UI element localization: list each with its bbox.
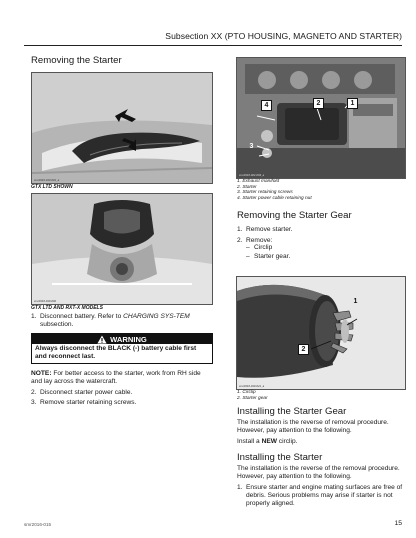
list-item: – Starter gear.	[246, 253, 291, 261]
starter-gear-illustration	[237, 277, 405, 389]
install-circlip	[237, 438, 405, 446]
step-text-end: subsection.	[40, 321, 74, 329]
warning-title: WARNING	[110, 334, 147, 344]
footer-code: smr2016-015	[24, 522, 52, 527]
step-number: 1.	[237, 226, 243, 233]
legend-item: 3. Starter retaining screws	[237, 190, 293, 196]
list-item	[31, 313, 211, 329]
watercraft-seat-illustration	[32, 73, 212, 183]
figure-code: smr2016-010-002	[34, 299, 57, 303]
bullet-text: Starter gear.	[254, 253, 291, 261]
list-item	[31, 389, 211, 397]
legend-item: 4. Starter power cable retaining nut	[237, 195, 312, 201]
heading-installing-starter-gear: Installing the Starter Gear	[237, 406, 347, 417]
heading-removing-starter-gear: Removing the Starter Gear	[237, 210, 352, 221]
note-label: NOTE:	[31, 370, 52, 377]
figure-starter-location	[236, 57, 406, 179]
subsection-header: Subsection XX (PTO HOUSING, MAGNETO AND STARTER)	[165, 31, 402, 41]
step-text: Remove starter retaining screws.	[40, 399, 137, 407]
callout-2: 2	[298, 344, 309, 355]
step-number: 3.	[31, 399, 37, 407]
caption-fig1: GTX LTD SHOWN	[31, 184, 73, 190]
gear-removal-steps	[237, 226, 407, 245]
step-text: Disconnect starter power cable.	[40, 389, 133, 396]
caption-fig2: GTX LTD AND RXT-X MODELS	[31, 305, 103, 311]
step-text: Remove:	[246, 237, 273, 245]
starter-install-steps	[237, 484, 405, 509]
figure-gtx-ltd	[31, 72, 213, 184]
note-text: For better access to the starter, work from RH side and lay across the watercraft.	[31, 370, 201, 386]
engine-photo	[237, 58, 405, 178]
figure-code: smr2016-022-003_a	[239, 173, 265, 177]
figure-code: smr2016-010-001_a	[34, 178, 60, 182]
bullet-text: Circlip	[254, 244, 273, 251]
legend-fig4	[237, 390, 268, 401]
legend-item: 1. Exhaust manifold	[237, 179, 280, 184]
step-number: 2.	[237, 237, 243, 245]
removal-steps	[31, 313, 211, 329]
warning-header	[32, 334, 212, 344]
heading-installing-starter: Installing the Starter	[237, 452, 323, 463]
gear-removal-bullets	[246, 244, 396, 261]
install-text-end: circlip.	[276, 438, 298, 445]
figure-starter-gear	[236, 276, 406, 390]
step-number: 1.	[31, 313, 37, 320]
step-text: Disconnect battery. Refer to	[40, 313, 124, 320]
list-item	[237, 226, 407, 234]
warning-triangle-icon	[97, 335, 107, 344]
step-text: Ensure starter and engine mating surfaces are free of debris. Serious problems may arise if starter is not properly aligned.	[246, 484, 403, 508]
watercraft-rear-illustration	[32, 194, 212, 304]
page-number: 15	[394, 520, 402, 527]
install-new: NEW	[261, 438, 277, 445]
legend-item: 1. Circlip	[237, 390, 256, 395]
list-item	[237, 484, 405, 509]
warning-box	[31, 333, 213, 364]
figure-code: smr2016-010-021_a	[239, 384, 265, 388]
step-number: 1.	[237, 484, 243, 491]
charging-system-link[interactable]: CHARGING SYS-TEM	[123, 313, 190, 320]
list-item: – Circlip	[246, 244, 273, 251]
install-text: Install a	[237, 438, 262, 445]
callout-1: 1	[347, 98, 358, 109]
legend-item: 2. Starter gear	[237, 395, 268, 401]
header-rule	[24, 45, 402, 46]
starter-install-text: The installation is the reverse of the removal procedure. However, pay attention to the following.	[237, 465, 400, 481]
gear-install-text: The installation is the reverse of removal procedure. However, pay attention to the following.	[237, 419, 389, 435]
removal-steps-continued	[31, 389, 211, 407]
callout-4: 4	[261, 100, 272, 111]
legend-item: 2. Starter	[237, 184, 257, 190]
list-item	[31, 399, 211, 407]
legend-fig3	[237, 179, 312, 201]
figure-gtx-rxt	[31, 193, 213, 305]
callout-3: 3	[249, 143, 254, 150]
step-number: 2.	[31, 389, 37, 396]
callout-2: 2	[313, 98, 324, 109]
heading-removing-starter: Removing the Starter	[31, 55, 122, 66]
step-text: Remove starter.	[246, 226, 293, 233]
callout-1: 1	[353, 298, 358, 305]
warning-text: Always disconnect the BLACK (-) battery cable first and reconnect last.	[35, 345, 197, 361]
note	[31, 370, 211, 386]
